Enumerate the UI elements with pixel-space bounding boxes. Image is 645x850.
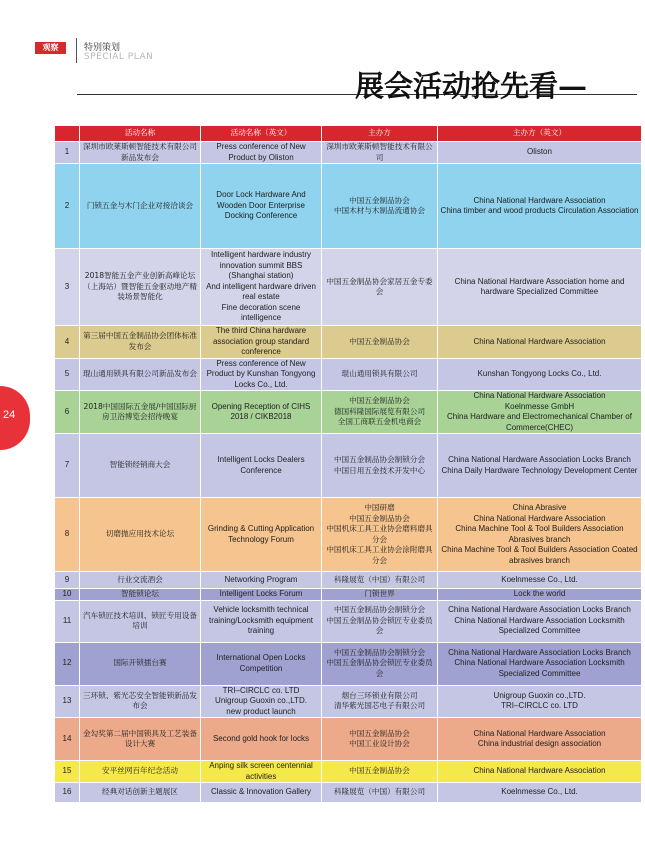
table-row — [55, 249, 642, 326]
event-name-en: Vehicle locksmith technical training/Locksmith equipment training — [201, 600, 322, 642]
event-name: 三环锁、紫光芯安全智能锁新品发布会 — [80, 685, 201, 718]
table-row — [55, 642, 642, 685]
row-number: 5 — [55, 358, 80, 391]
event-name-en: Intelligent Locks Forum — [201, 589, 322, 601]
organizer-en: China National Hardware Association Koelnmesse GmbH China Hardware and Electromechanical Chamber of Commerce(CHEC) — [438, 391, 642, 434]
section-badge: 观察 — [35, 42, 66, 54]
row-number: 14 — [55, 718, 80, 761]
row-number: 4 — [55, 326, 80, 359]
row-number: 15 — [55, 761, 80, 783]
event-name-en: Anping silk screen centennial activities — [201, 761, 322, 783]
page-title: 展会活动抢先看— — [355, 69, 588, 103]
organizer-en: China National Hardware Association — [438, 326, 642, 359]
header-event-name-en: 活动名称（英文） — [201, 126, 322, 142]
event-name: 门锁五金与木门企业对接洽谈会 — [80, 164, 201, 249]
header-organizer: 主办方 — [322, 126, 438, 142]
row-number: 7 — [55, 434, 80, 498]
organizer-en: Koelnmesse Co., Ltd. — [438, 783, 642, 803]
header-number — [55, 126, 80, 142]
row-number: 12 — [55, 642, 80, 685]
table-row — [55, 391, 642, 434]
table-row — [55, 718, 642, 761]
event-name: 智能锁论坛 — [80, 589, 201, 601]
organizer: 中国五金制品协会 — [322, 326, 438, 359]
organizer: 中国研磨 中国五金制品协会 中国机床工具工业协会磨料磨具分会 中国机床工具工业协会涂附磨具分会 — [322, 498, 438, 572]
event-name-en: Intelligent hardware industry innovation summit BBS (Shanghai station) And intelligent hardware driven real estate Fine decoration scene intelligence — [201, 249, 322, 326]
table-row — [55, 358, 642, 391]
event-name: 切磨抛应用技术论坛 — [80, 498, 201, 572]
row-number: 11 — [55, 600, 80, 642]
event-name-en: Second gold hook for locks — [201, 718, 322, 761]
organizer: 门锁世界 — [322, 589, 438, 601]
events-table — [54, 125, 642, 803]
row-number: 9 — [55, 572, 80, 589]
event-name: 第三届中国五金制品协会团体标准发布会 — [80, 326, 201, 359]
event-name: 国际开锁擂台赛 — [80, 642, 201, 685]
event-name: 深圳市欧莱斯顿智能技术有限公司新品发布会 — [80, 142, 201, 164]
table-row — [55, 685, 642, 718]
event-name-en: TRI–CIRCLC co. LTD Unigroup Guoxin co.,LTD. new product launch — [201, 685, 322, 718]
organizer-en: China National Hardware Association Locks Branch China National Hardware Association Locksmith Specialized Committee — [438, 642, 642, 685]
header-organizer-en: 主办方（英文） — [438, 126, 642, 142]
organizer-en: China National Hardware Association home and hardware Specialized Committee — [438, 249, 642, 326]
event-name: 2018智能五金产业创新高峰论坛（上海站）暨智能五金驱动地产精装场景智能化 — [80, 249, 201, 326]
table-row — [55, 164, 642, 249]
event-name-en: Grinding & Cutting Application Technology Forum — [201, 498, 322, 572]
organizer: 科隆展览（中国）有限公司 — [322, 572, 438, 589]
table-row — [55, 600, 642, 642]
row-number: 13 — [55, 685, 80, 718]
event-name-en: International Open Locks Competition — [201, 642, 322, 685]
table-row — [55, 761, 642, 783]
organizer: 烟台三环锁业有限公司 清华紫光国芯电子有限公司 — [322, 685, 438, 718]
organizer: 中国五金制品协会 中国工业设计协会 — [322, 718, 438, 761]
header-divider — [76, 38, 77, 63]
event-name: 行业交流酒会 — [80, 572, 201, 589]
row-number: 3 — [55, 249, 80, 326]
organizer-en: China Abrasive China National Hardware Association China Machine Tool & Tool Builders Association Abrasives branch China Machine Tool & Tool Builders Association Coated abrasives branch — [438, 498, 642, 572]
event-name-en: Press conference of New Product by Kunshan Tongyong Locks Co., Ltd. — [201, 358, 322, 391]
table-header-row — [55, 126, 642, 142]
section-title: 特别策划 — [84, 43, 121, 53]
section-title-en: SPECIAL PLAN — [84, 52, 154, 62]
row-number: 8 — [55, 498, 80, 572]
event-name: 金勾奖第二届中国锁具及工艺装备设计大赛 — [80, 718, 201, 761]
organizer: 中国五金制品协会制锁分会 中国五金制品协会锁匠专业委员会 — [322, 600, 438, 642]
header-event-name: 活动名称 — [80, 126, 201, 142]
table-row — [55, 783, 642, 803]
organizer-en: Oliston — [438, 142, 642, 164]
organizer-en: China National Hardware Association Locks Branch China National Hardware Association Locksmith Specialized Committee — [438, 600, 642, 642]
table-row — [55, 142, 642, 164]
organizer-en: Koelnmesse Co., Ltd. — [438, 572, 642, 589]
event-name-en: Intelligent Locks Dealers Conference — [201, 434, 322, 498]
event-name: 安平丝网百年纪念活动 — [80, 761, 201, 783]
organizer: 中国五金制品协会 中国木材与木制品流通协会 — [322, 164, 438, 249]
row-number: 16 — [55, 783, 80, 803]
organizer: 科隆展览（中国）有限公司 — [322, 783, 438, 803]
organizer-en: China National Hardware Association — [438, 761, 642, 783]
organizer-en: China National Hardware Association Locks Branch China Daily Hardware Technology Development Center — [438, 434, 642, 498]
event-name: 汽车锁匠技术培训、锁匠专用设备培训 — [80, 600, 201, 642]
organizer-en: China National Hardware Association China timber and wood products Circulation Association — [438, 164, 642, 249]
organizer: 中国五金制品协会 德国科隆国际展览有限公司 全国工商联五金机电商会 — [322, 391, 438, 434]
table-row — [55, 326, 642, 359]
organizer: 中国五金制品协会家居五金专委会 — [322, 249, 438, 326]
organizer: 琨山通用锁具有限公司 — [322, 358, 438, 391]
organizer-en: Kunshan Tongyong Locks Co., Ltd. — [438, 358, 642, 391]
table-row — [55, 589, 642, 601]
table-row — [55, 498, 642, 572]
event-name: 智能锁经销商大会 — [80, 434, 201, 498]
row-number: 1 — [55, 142, 80, 164]
event-name-en: Classic & Innovation Gallery — [201, 783, 322, 803]
event-name: 琨山通用锁具有限公司新品发布会 — [80, 358, 201, 391]
page-number: 24 — [3, 409, 16, 421]
event-name: 2018中国国际五金展/中国国际厨房卫浴博览会招待晚宴 — [80, 391, 201, 434]
row-number: 10 — [55, 589, 80, 601]
row-number: 2 — [55, 164, 80, 249]
event-name-en: Door Lock Hardware And Wooden Door Enterprise Docking Conference — [201, 164, 322, 249]
event-name-en: The third China hardware association group standard conference — [201, 326, 322, 359]
organizer: 中国五金制品协会 — [322, 761, 438, 783]
organizer: 深圳市欧莱斯顿智能技术有限公司 — [322, 142, 438, 164]
organizer: 中国五金制品协会制锁分会 中国日用五金技术开发中心 — [322, 434, 438, 498]
event-name: 经典对话创新主题展区 — [80, 783, 201, 803]
table-row — [55, 434, 642, 498]
event-name-en: Opening Reception of CIHS 2018 / CIKB2018 — [201, 391, 322, 434]
event-name-en: Press conference of New Product by Oliston — [201, 142, 322, 164]
organizer-en: Lock the world — [438, 589, 642, 601]
organizer: 中国五金制品协会制锁分会 中国五金制品协会锁匠专业委员会 — [322, 642, 438, 685]
organizer-en: Unigroup Guoxin co.,LTD. TRI–CIRCLC co. LTD — [438, 685, 642, 718]
table-row — [55, 572, 642, 589]
row-number: 6 — [55, 391, 80, 434]
organizer-en: China National Hardware Association China industrial design association — [438, 718, 642, 761]
event-name-en: Networking Program — [201, 572, 322, 589]
